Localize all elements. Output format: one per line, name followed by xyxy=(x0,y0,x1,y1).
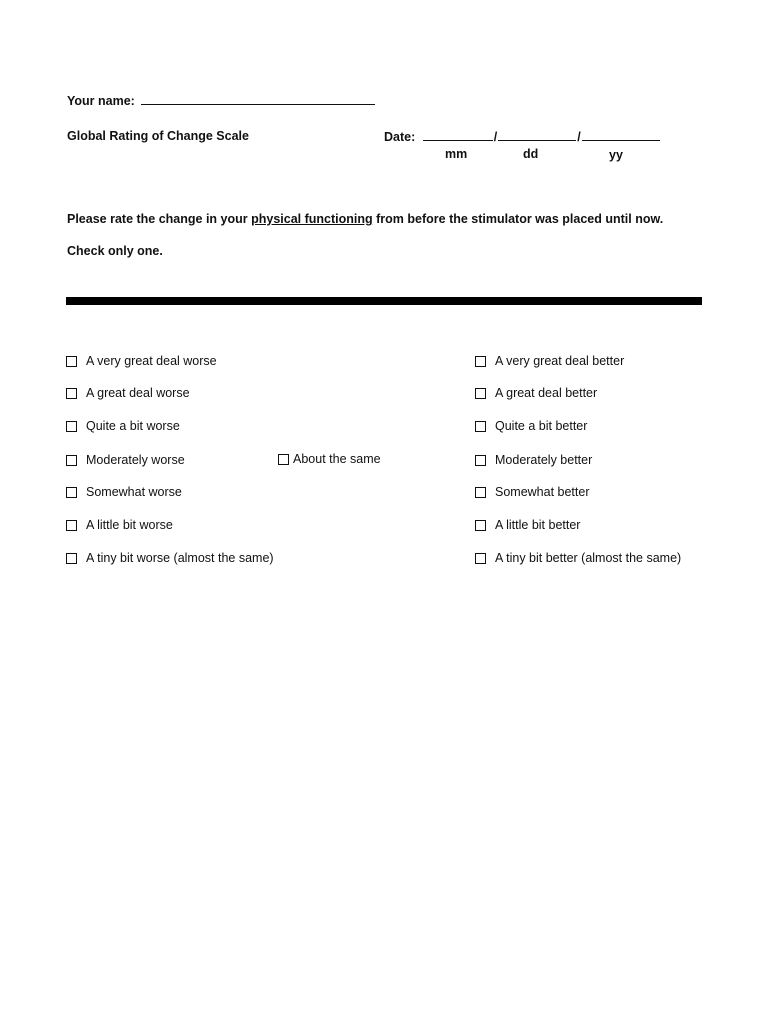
option-better-2[interactable] xyxy=(475,517,580,533)
option-same[interactable] xyxy=(278,451,381,467)
checkbox[interactable] xyxy=(475,388,486,399)
checkbox[interactable] xyxy=(475,421,486,432)
option-label: Moderately better xyxy=(495,453,593,467)
option-label: Somewhat better xyxy=(495,485,590,499)
date-day-field[interactable] xyxy=(498,129,576,141)
checkbox[interactable] xyxy=(66,487,77,498)
date-month-field[interactable] xyxy=(423,129,493,141)
date-separator: / xyxy=(577,130,581,144)
checkbox[interactable] xyxy=(66,553,77,564)
option-better-1[interactable] xyxy=(475,550,681,566)
option-label: Moderately worse xyxy=(86,453,185,467)
checkbox[interactable] xyxy=(66,388,77,399)
form-title: Global Rating of Change Scale xyxy=(67,129,249,143)
date-row xyxy=(384,129,660,144)
option-label: A tiny bit better (almost the same) xyxy=(495,551,682,565)
option-better-5[interactable] xyxy=(475,418,587,434)
option-label: A tiny bit worse (almost the same) xyxy=(86,551,274,565)
checkbox[interactable] xyxy=(475,520,486,531)
check-only-one: Check only one. xyxy=(67,244,163,258)
date-separator: / xyxy=(493,130,498,144)
option-label: A very great deal better xyxy=(495,354,625,368)
option-label: A little bit worse xyxy=(86,518,173,532)
date-year-field[interactable] xyxy=(582,129,660,141)
checkbox[interactable] xyxy=(475,553,486,564)
name-label: Your name: xyxy=(67,94,135,108)
checkbox[interactable] xyxy=(475,487,486,498)
checkbox[interactable] xyxy=(66,520,77,531)
name-field[interactable] xyxy=(141,93,375,105)
option-label: A great deal better xyxy=(495,386,598,400)
divider-rule xyxy=(66,297,702,305)
option-label: A little bit better xyxy=(495,518,581,532)
name-row xyxy=(67,93,375,108)
date-part-yy: yy xyxy=(609,148,623,162)
instruction-emphasis: physical functioning xyxy=(251,212,373,226)
option-label: Quite a bit better xyxy=(495,419,588,433)
date-part-mm: mm xyxy=(445,147,468,161)
option-label: A great deal worse xyxy=(86,386,190,400)
instruction-prefix: Please rate the change in your xyxy=(67,212,248,226)
option-worse-3[interactable] xyxy=(66,484,182,500)
checkbox[interactable] xyxy=(475,356,486,367)
option-worse-4[interactable] xyxy=(66,452,185,468)
checkbox[interactable] xyxy=(66,455,77,466)
option-worse-2[interactable] xyxy=(66,517,173,533)
option-label: Quite a bit worse xyxy=(86,419,180,433)
option-better-4[interactable] xyxy=(475,452,592,468)
date-part-dd: dd xyxy=(523,147,539,161)
option-worse-1[interactable] xyxy=(66,550,274,566)
option-better-3[interactable] xyxy=(475,484,590,500)
option-label: A very great deal worse xyxy=(86,354,217,368)
option-label: Somewhat worse xyxy=(86,485,182,499)
option-label: About the same xyxy=(293,452,381,466)
option-worse-6[interactable] xyxy=(66,385,190,401)
option-better-7[interactable] xyxy=(475,353,624,369)
option-better-6[interactable] xyxy=(475,385,597,401)
checkbox[interactable] xyxy=(66,356,77,367)
instruction-text xyxy=(67,212,663,226)
checkbox[interactable] xyxy=(475,455,486,466)
option-worse-5[interactable] xyxy=(66,418,180,434)
checkbox[interactable] xyxy=(278,454,289,465)
option-worse-7[interactable] xyxy=(66,353,217,369)
checkbox[interactable] xyxy=(66,421,77,432)
date-label: Date: xyxy=(384,130,416,144)
instruction-suffix: from before the stimulator was placed until now. xyxy=(376,212,664,226)
